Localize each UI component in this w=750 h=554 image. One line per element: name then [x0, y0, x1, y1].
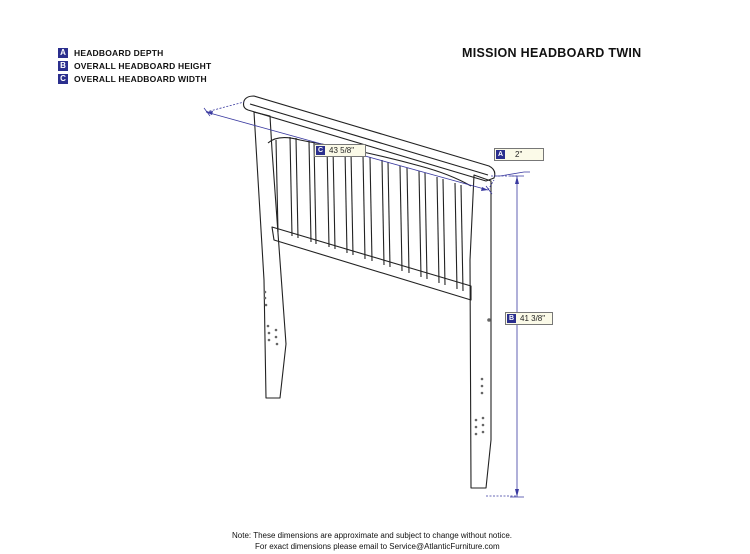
dimension-value-c: 43 5/8" [329, 146, 355, 155]
dimension-label-c [314, 144, 366, 157]
dimension-value-b: 41 3/8" [520, 314, 546, 323]
legend-label-width: OVERALL HEADBOARD WIDTH [74, 73, 207, 84]
dimension-badge-b: B [508, 315, 515, 322]
dimension-label-b [505, 312, 553, 325]
dimension-line-a [500, 172, 524, 176]
legend-badge-b: B [58, 61, 68, 71]
legend-label-depth: HEADBOARD DEPTH [74, 47, 164, 58]
dimension-value-a: 2" [515, 150, 523, 159]
dimension-label-a [494, 148, 544, 161]
disclaimer-note [232, 530, 512, 552]
dimension-badge-c: C [317, 147, 324, 154]
product-title: MISSION HEADBOARD TWIN [462, 46, 642, 60]
disclaimer-line-1: Note: These dimensions are approximate and subject to change without notice. [232, 531, 513, 540]
left-post [254, 112, 286, 398]
top-rail [244, 96, 495, 181]
legend-badge-a: A [58, 48, 68, 58]
bolt-holes [264, 291, 491, 436]
disclaimer-line-2: For exact dimensions please email to Service@AtlanticFurniture.com [255, 542, 500, 551]
arched-frame [268, 138, 471, 186]
right-post [470, 175, 491, 488]
dimension-badge-a: A [497, 151, 504, 158]
legend-label-height: OVERALL HEADBOARD HEIGHT [74, 60, 212, 71]
legend-badge-c: C [58, 74, 68, 84]
slats [276, 137, 463, 291]
